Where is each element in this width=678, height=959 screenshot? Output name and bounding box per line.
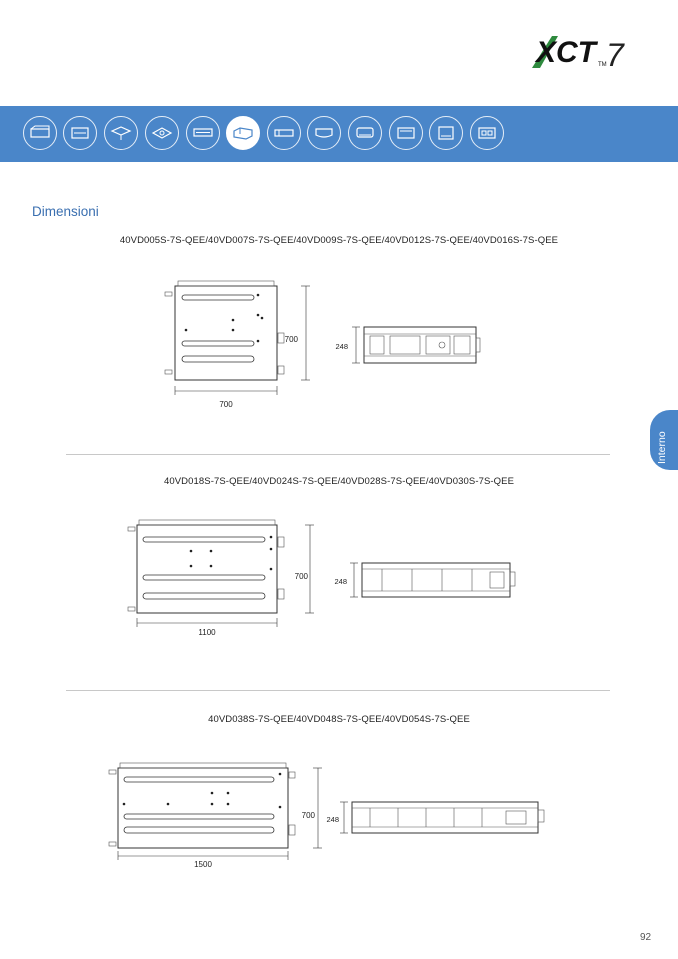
top-view-drawing-2 <box>125 515 315 641</box>
cassette-unit-icon[interactable] <box>23 116 57 150</box>
separator-2 <box>66 690 610 691</box>
floor-standing-icon[interactable] <box>429 116 463 150</box>
top-view-drawing-1 <box>160 278 310 410</box>
depth-label-1: 700 <box>284 335 298 344</box>
console-unit-icon[interactable] <box>389 116 423 150</box>
side-view-drawing-2 <box>330 558 520 604</box>
one-way-cassette-icon[interactable] <box>186 116 220 150</box>
model-list-1: 40VD005S-7S-QEE/40VD007S-7S-QEE/40VD009S-7S-QEE/40VD012S-7S-QEE/40VD016S-7S-QEE <box>119 235 559 246</box>
height-label-2: 248 <box>334 577 347 586</box>
side-view-drawing-3 <box>322 798 548 838</box>
brand-logo <box>528 28 638 76</box>
model-list-2: 40VD018S-7S-QEE/40VD024S-7S-QEE/40VD028S-7S-QEE/40VD030S-7S-QEE <box>163 476 515 487</box>
side-tab-interno[interactable] <box>650 410 678 470</box>
duct-unit-icon[interactable] <box>226 116 260 150</box>
width-label-1: 700 <box>219 400 233 409</box>
compact-cassette-icon[interactable] <box>63 116 97 150</box>
width-label-3: 1500 <box>194 860 212 869</box>
separator-1 <box>66 454 610 455</box>
page-number: 92 <box>640 932 652 943</box>
round-cassette-icon[interactable] <box>104 116 138 150</box>
top-view-drawing-3 <box>104 760 324 872</box>
wall-mounted-icon[interactable] <box>348 116 382 150</box>
side-view-drawing-1 <box>330 322 490 368</box>
brand-tm: TM <box>598 62 607 68</box>
height-label-1: 248 <box>335 342 348 351</box>
depth-label-3: 700 <box>301 811 315 820</box>
slim-duct-icon[interactable] <box>267 116 301 150</box>
product-category-banner <box>0 106 678 162</box>
width-label-2: 1100 <box>198 628 216 637</box>
brand-name: XCT <box>536 36 596 69</box>
model-list-3: 40VD038S-7S-QEE/40VD048S-7S-QEE/40VD054S-7S-QEE <box>208 714 470 725</box>
section-title: Dimensioni <box>32 204 99 219</box>
four-way-cassette-icon[interactable] <box>145 116 179 150</box>
brand-suffix: 7 <box>606 37 624 73</box>
depth-label-2: 700 <box>294 572 308 581</box>
floor-ceiling-icon[interactable] <box>307 116 341 150</box>
side-tab-label: Interno <box>656 431 668 464</box>
height-label-3: 248 <box>326 815 339 824</box>
ahu-kit-icon[interactable] <box>470 116 504 150</box>
